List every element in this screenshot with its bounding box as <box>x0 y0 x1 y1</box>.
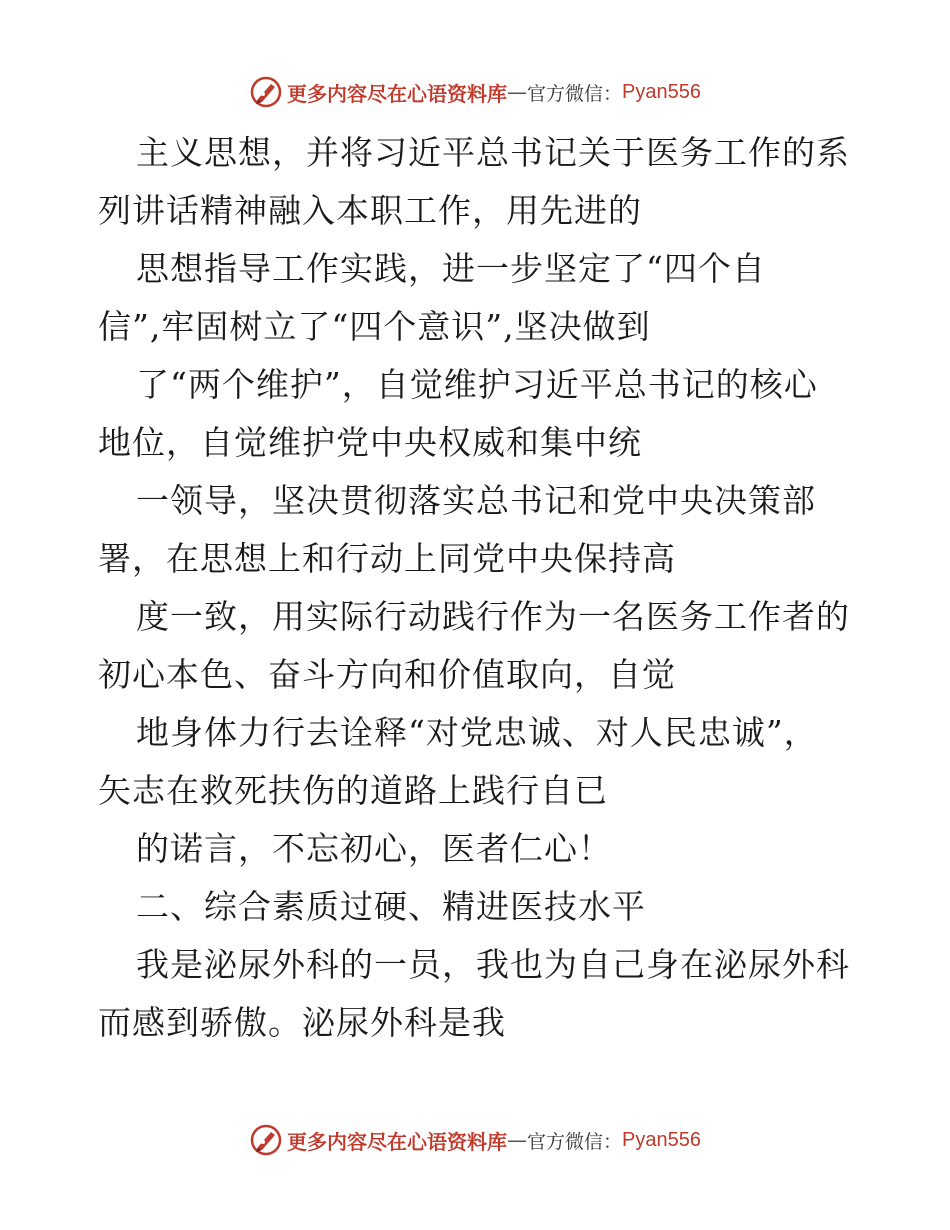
footer-wechat-label: 官方微信： <box>527 1130 623 1153</box>
footer-separator: — <box>507 1128 527 1152</box>
text-line: 主义思想，并将习近平总书记关于医务工作的系 <box>136 133 850 172</box>
document-body <box>98 124 858 1052</box>
section-heading: 二、综合素质过硬、精进医技水平 <box>136 887 646 926</box>
text-line: 列讲话精神融入本职工作，用先进的 <box>98 191 642 230</box>
pen-circle-logo-icon <box>249 75 283 109</box>
text-line: 思想指导工作实践，进一步坚定了“四个自 <box>136 249 766 288</box>
banner-brand: 更多内容尽在心语资料库 <box>287 81 507 106</box>
banner-separator: — <box>507 80 527 104</box>
text-line: 度一致，用实际行动践行作为一名医务工作者的 <box>136 597 850 636</box>
text-line: 我是泌尿外科的一员，我也为自己身在泌尿外科 <box>136 945 850 984</box>
text-line: 地位，自觉维护党中央权威和集中统 <box>98 423 642 462</box>
text-line: 而感到骄傲。泌尿外科是我 <box>98 1003 506 1042</box>
footer-banner <box>0 1120 950 1160</box>
banner-wechat-label: 官方微信： <box>527 82 623 105</box>
text-line: 信”,牢固树立了“四个意识”,坚决做到 <box>98 307 651 346</box>
footer-wechat-id: Pyan556 <box>622 1128 701 1151</box>
pen-circle-logo-icon <box>249 1123 283 1157</box>
text-line: 一领导，坚决贯彻落实总书记和党中央决策部 <box>136 481 816 520</box>
text-line: 的诺言，不忘初心，医者仁心！ <box>136 829 612 868</box>
text-line: 初心本色、奋斗方向和价值取向，自觉 <box>98 655 676 694</box>
header-banner <box>0 72 950 112</box>
footer-brand: 更多内容尽在心语资料库 <box>287 1129 507 1154</box>
text-line: 了“两个维护”，自觉维护习近平总书记的核心 <box>136 365 818 404</box>
banner-wechat-id: Pyan556 <box>622 80 701 103</box>
text-line: 地身体力行去诠释“对党忠诚、对人民忠诚”， <box>136 713 818 752</box>
text-line: 矢志在救死扶伤的道路上践行自已 <box>98 771 608 810</box>
text-line: 署，在思想上和行动上同党中央保持高 <box>98 539 676 578</box>
